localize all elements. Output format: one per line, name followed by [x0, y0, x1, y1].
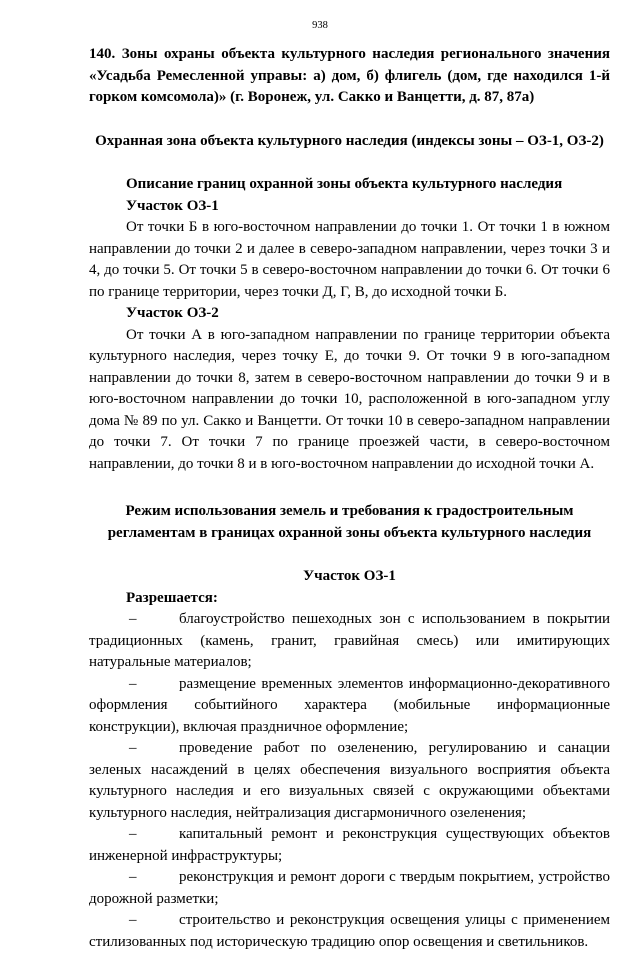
- list-item: [89, 674, 610, 739]
- list-dash: –: [129, 611, 137, 627]
- zone-heading: Охранная зона объекта культурного наследия (индексы зоны – ОЗ-1, ОЗ-2): [95, 132, 604, 149]
- list-item-text: реконструкция и ремонт дороги с твердым покрытием, устройство дорожной разметки;: [89, 869, 610, 907]
- list-item: [89, 910, 610, 953]
- list-dash: –: [129, 869, 137, 885]
- list-dash: –: [129, 675, 137, 692]
- regime-heading: Режим использования земель и требования к градостроительным регламентам в границах охранной зоны объекта культурного наследия: [107, 503, 592, 541]
- list-item-text: капитальный ремонт и реконструкция существующих объектов инженерной инфраструктуры;: [89, 826, 610, 864]
- list-dash: –: [129, 740, 137, 756]
- list-item-text: благоустройство пешеходных зон с использованием в покрытии традиционных (камень, гранит, гравийная смесь) или имитирующих натуральные материалов;: [89, 611, 610, 670]
- oz2-label: Участок ОЗ-2: [126, 305, 219, 321]
- page-number: 938: [312, 20, 328, 31]
- list-item: [89, 867, 610, 910]
- list-item-text: проведение работ по озеленению, регулированию и санации зеленых насаждений в целях обеспечения визуального восприятия объекта культурного наследия и его визуальных связей с окружающими объектами культурного наследия, нейтрализация дисгармоничного озеленения;: [89, 740, 610, 821]
- list-dash: –: [129, 826, 137, 842]
- list-item: [89, 738, 610, 824]
- boundaries-heading: Описание границ охранной зоны объекта культурного наследия: [126, 176, 563, 192]
- list-item-text: размещение временных элементов информационно-декоративного оформления событийного характера (мобильные информационные конструкции), включая праздничное оформление;: [89, 675, 610, 735]
- list-dash: –: [129, 912, 137, 928]
- oz2-description: От точки А в юго-западном направлении по границе территории объекта культурного наследия, через точку Е, до точки 9. От точки 9 в юго-западном направлении до точки 8, затем в северо-восточном направлении до точки 9 и в юго-восточном направлении до точки 10, расположенной в юго-западном углу дома № 89 по ул. Сакко и Ванцетти. От точки 10 в северо-западном направлении до точки 7. От точки 7 по границе проезжей части, в северо-восточном направлении, до точки 8 и в юго-восточном направлении до исходной точки А.: [89, 326, 610, 472]
- list-item-text: строительство и реконструкция освещения улицы с применением стилизованных под историческую традицию опор освещения и светильников.: [89, 912, 610, 950]
- document-body: [89, 44, 610, 953]
- oz1-description: От точки Б в юго-восточном направлении до точки 1. От точки 1 в южном направлении до точки 2 и далее в северо-западном направлении, через точки 3 и 4, до точки 5. От точки 5 в северо-восточном направлении до точки 6. От точки 6 по границе территории, через точки Д, Г, В, до исходной точки Б.: [89, 219, 610, 300]
- oz1-label: Участок ОЗ-1: [126, 197, 219, 214]
- allowed-list: [89, 609, 610, 953]
- list-item: [89, 609, 610, 674]
- document-title: 140. Зоны охраны объекта культурного наследия регионального значения «Усадьба Ремесленной управы: а) дом, б) флигель (дом, где находился 1-й горком комсомола)» (г. Воронеж, ул. Сакко и Ванцетти, д. 87, 87а): [89, 46, 610, 105]
- regime-section-label: Участок ОЗ-1: [303, 568, 396, 584]
- list-item: [89, 824, 610, 867]
- allowed-label: Разрешается:: [126, 589, 218, 606]
